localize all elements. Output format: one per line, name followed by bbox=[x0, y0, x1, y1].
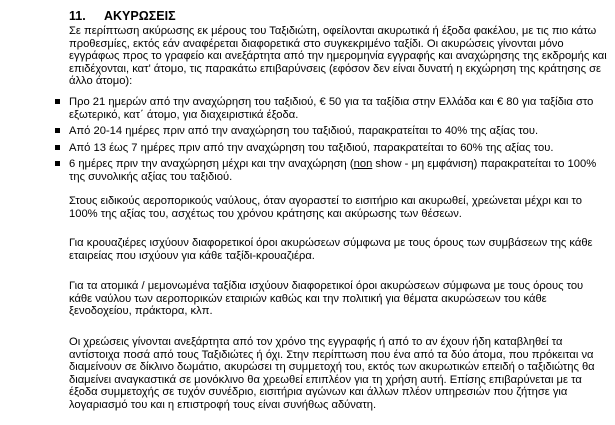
list-item: Προ 21 ημερών από την αναχώρηση του ταξιδιού, € 50 για τα ταξίδια στην Ελλάδα και € 80 για ταξίδια στο εξωτερικό, κατ΄ άτομο, για διαχειριστικά έξοδα. bbox=[53, 96, 609, 121]
list-item-text-start: 6 ημέρες πριν την αναχώρηση μέχρι και την αναχώρηση ( bbox=[69, 158, 354, 171]
individual-travel-paragraph: Για τα ατομικά / μεμονωμένα ταξίδια ισχύουν διαφορετικοί όροι ακυρώσεων σύμφωνα με τους όρους του κάθε ναύλου των αεροπορικών εταιριών καθώς και την πολιτική για θέματα ακυρώσεων του κάθε ξενοδοχείου, πράκτορα, κλπ. bbox=[69, 280, 584, 318]
section-title: ΑΚΥΡΩΣΕΙΣ bbox=[104, 9, 176, 23]
airfare-paragraph: Στους ειδικούς αεροπορικούς ναύλους, όταν αγοραστεί το εισιτήριο και ακυρωθεί, χρεώνεται μέχρι και το 100% της αξίας του, ασχέτως του χρόνου κράτησης και ακύρωσης των θέσεων. bbox=[69, 195, 582, 220]
list-item-text-end: show - μη εμφάνιση) παρακρατείται το 100% της συνολικής αξίας του ταξιδιού. bbox=[69, 158, 597, 183]
charges-paragraph: Οι χρεώσεις γίνονται ανεξάρτητα από τον χρόνο της εγγραφής ή από το αν έχουν ήδη καταβληθεί τα αντίστοιχα ποσά από τους Ταξιδιώτες ή όχι. Στην περίπτωση που ένα από τα δύο άτομα, που πρόκειται να διαμείνουν σε δίκλινο δωμάτιο, ακυρώσει τη συμμετοχή του, εκτός των ακυρωτικών επειδή ο ταξιδιώτης θα διαμείνει αναγκαστικά σε μονόκλινο θα χρεωθεί επιπλέον για τη χρήση αυτή. Επίσης επιβαρύνεται με τα έξοδα συμμετοχής σε τυχόν συνέδριο, εισιτήρια αγώνων και άλλων πλέον υπηρεσιών που ζήτησε για λογαριασμό του και η επιστροφή τους είναι συνήθως αδύνατη. bbox=[69, 336, 595, 411]
section-heading bbox=[69, 9, 176, 23]
cancellation-fee-list bbox=[53, 96, 609, 188]
list-item-underlined-text: non bbox=[353, 158, 373, 171]
cruise-paragraph: Για κρουαζιέρες ισχύουν διαφορετικοί όροι ακυρώσεων σύμφωνα με τους όρους των συμβάσεων της κάθε εταιρείας που ισχύουν για κάθε ταξίδι-κρουαζιέρα. bbox=[69, 237, 593, 262]
list-item: Από 13 έως 7 ημέρες πριν από την αναχώρηση του ταξιδιού, παρακρατείται το 60% της αξίας του. bbox=[53, 142, 609, 155]
section-number: 11. bbox=[69, 9, 86, 23]
intro-paragraph: Σε περίπτωση ακύρωσης εκ μέρους του Ταξιδιώτη, οφείλονται ακυρωτικά ή έξοδα φακέλου, με τις πιο κάτω προθεσμίες, εκτός εάν αναφέρεται διαφορετικά στο συγκεκριμένο ταξίδι. Οι ακυρώσεις γίνονται μόνο εγγράφως προς το γραφείο και ανεξάρτητα από την ημερομηνία εγγραφής και αναχώρησης της εκδρομής και επιδέχονται, κατ' άτομο, τις παρακάτω επιβαρύνσεις (εφόσον δεν είναι δυνατή η εκχώρηση της κράτησης σε άλλο άτομο): bbox=[69, 25, 607, 88]
list-item bbox=[53, 158, 609, 183]
list-item: Από 20-14 ημέρες πριν από την αναχώρηση του ταξιδιού, παρακρατείται το 40% της αξίας του. bbox=[53, 125, 609, 138]
